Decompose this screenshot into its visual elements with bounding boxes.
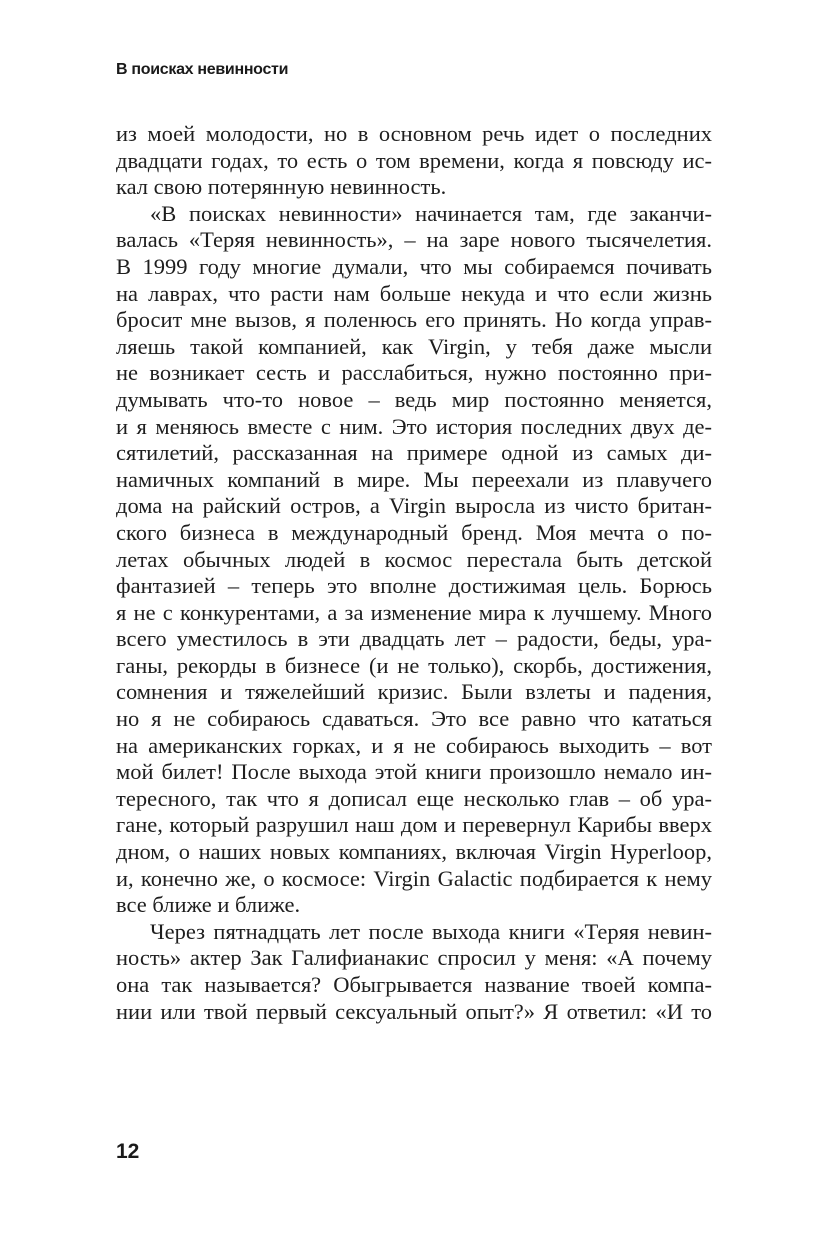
text-line: ляешь такой компанией, как Virgin, у тебя даже мысли bbox=[116, 333, 712, 359]
text-line: все ближе и ближе. bbox=[116, 892, 301, 918]
text-line: летах обычных людей в космос перестала быть детской bbox=[116, 546, 712, 572]
body-text bbox=[116, 121, 712, 1025]
text-line: В 1999 году многие думали, что мы собираемся почивать bbox=[116, 253, 712, 279]
text-line: валась «Теряя невинность», – на заре нового тысячелетия. bbox=[116, 227, 712, 253]
text-line: Через пятнадцать лет после выхода книги «Теряя невин- bbox=[150, 918, 712, 944]
text-line: тересного, так что я дописал еще несколько глав – об ура- bbox=[116, 785, 712, 811]
text-line: нии или твой первый сексуальный опыт?» Я ответил: «И то bbox=[116, 998, 712, 1024]
text-line: дома на райский остров, а Virgin выросла из чисто британ- bbox=[116, 493, 712, 519]
text-line: сомнения и тяжелейший кризис. Были взлеты и падения, bbox=[116, 679, 712, 705]
text-line: думывать что-то новое – ведь мир постоянно меняется, bbox=[116, 386, 712, 412]
text-line: не возникает сесть и расслабиться, нужно постоянно при- bbox=[116, 360, 712, 386]
text-line: я не с конкурентами, а за изменение мира к лучшему. Много bbox=[116, 599, 712, 625]
text-line: кал свою потерянную невинность. bbox=[116, 174, 447, 200]
text-line: но я не собираюсь сдаваться. Это все равно что кататься bbox=[116, 706, 712, 732]
page-number: 12 bbox=[116, 1140, 140, 1163]
text-line: и я меняюсь вместе с ним. Это история последних двух де- bbox=[116, 413, 712, 439]
text-line: «В поисках невинности» начинается там, где заканчи- bbox=[150, 200, 712, 226]
text-line: из моей молодости, но в основном речь идет о последних bbox=[116, 121, 712, 146]
text-line: ского бизнеса в международный бренд. Моя мечта о по- bbox=[116, 519, 712, 545]
text-line: мой билет! После выхода этой книги произошло немало ин- bbox=[116, 759, 712, 785]
text-line: на лаврах, что расти нам больше некуда и что если жизнь bbox=[116, 280, 712, 306]
text-line: бросит мне вызов, я поленюсь его принять. Но когда управ- bbox=[116, 307, 712, 333]
text-line: всего уместилось в эти двадцать лет – радости, беды, ура- bbox=[116, 626, 712, 652]
text-line: и, конечно же, о космосе: Virgin Galactic подбирается к нему bbox=[116, 865, 712, 891]
text-line: дном, о наших новых компаниях, включая Virgin Hyperloop, bbox=[116, 839, 712, 865]
text-line: намичных компаний в мире. Мы переехали из плавучего bbox=[116, 466, 712, 492]
text-line: фантазией – теперь это вполне достижимая цель. Борюсь bbox=[116, 573, 712, 599]
text-line: ность» актер Зак Галифианакис спросил у меня: «А почему bbox=[116, 945, 712, 971]
text-line: двадцати годах, то есть о том времени, когда я повсюду ис- bbox=[116, 147, 712, 173]
text-line: она так называется? Обыгрывается название твоей компа- bbox=[116, 972, 712, 997]
text-line: на американских горках, и я не собираюсь выходить – вот bbox=[116, 732, 712, 758]
text-line: гане, который разрушил наш дом и перевернул Карибы вверх bbox=[116, 812, 712, 838]
text-line: ганы, рекорды в бизнесе (и не только), скорбь, достижения, bbox=[116, 652, 712, 678]
text-line: сятилетий, рассказанная на примере одной из самых ди- bbox=[116, 440, 712, 466]
running-header: В поисках невинности bbox=[116, 61, 289, 78]
